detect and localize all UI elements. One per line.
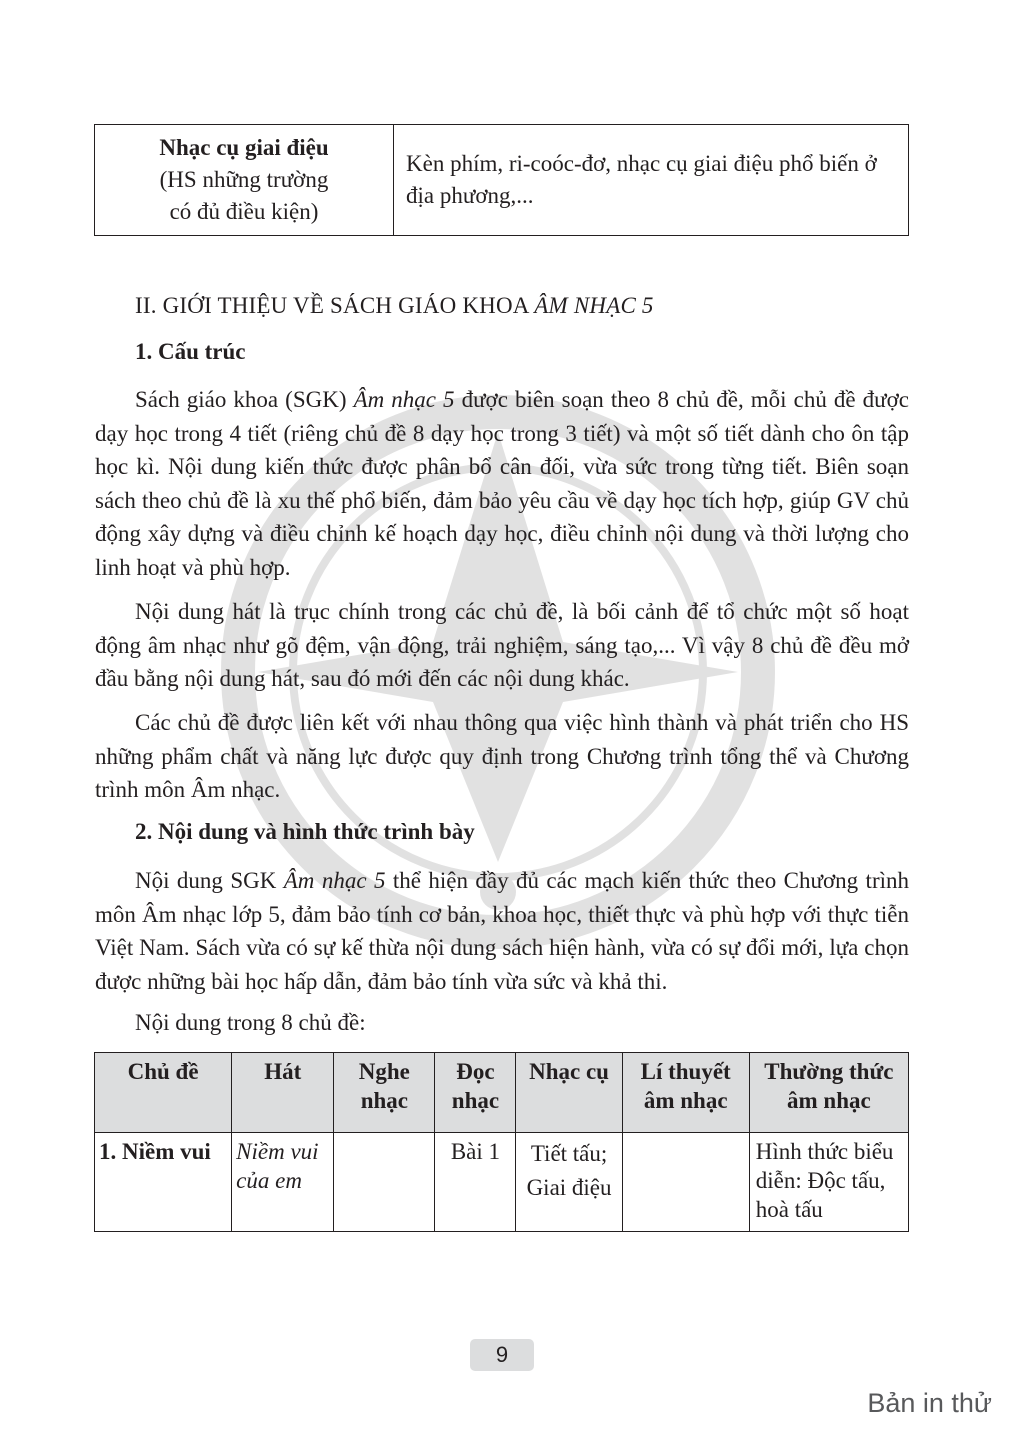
draft-label: Bản in thử [867,1388,992,1418]
cell-reading: Bài 1 [435,1133,516,1232]
instrument-type-note-2: có đủ điều kiện) [169,199,319,224]
table-row [95,1133,909,1232]
instrument-type-cell [95,125,394,236]
page-number: 9 [470,1339,534,1371]
cell-song: Niềm vui của em [232,1133,334,1232]
topics-table [94,1052,909,1232]
content-p1-book: Âm nhạc 5 [283,868,386,893]
table-intro: Nội dung trong 8 chủ đề: [135,1010,366,1035]
header-knowledge: Thường thức âm nhạc [749,1053,908,1133]
instrument-examples-cell: Kèn phím, ri-coóc-đơ, nhạc cụ giai điệu phổ biến ở địa phương,... [394,125,909,236]
section-title-prefix: II. GIỚI THIỆU VỀ SÁCH GIÁO KHOA [135,293,535,318]
structure-paragraph-2: Nội dung hát là trục chính trong các chủ đề, là bối cảnh để tổ chức một số hoạt động âm nhạc như gõ đệm, vận động, trải nghiệm, sáng tạo,... Vì vậy 8 chủ đề đều mở đầu bằng nội dung hát, sau đó mới đến các nội dung khác. [95,599,909,691]
instrument-type-title: Nhạc cụ giai điệu [159,135,329,160]
structure-heading: 1. Cấu trúc [135,339,246,364]
cell-listening [334,1133,435,1232]
cell-instrument: Tiết tấu; Giai điệu [516,1133,622,1232]
section-title [135,293,654,319]
cell-topic: 1. Niềm vui [95,1133,232,1232]
section-title-book: ÂM NHẠC 5 [534,293,654,318]
structure-p1-book: Âm nhạc 5 [353,387,455,412]
instrument-table [94,124,909,236]
instrument-type-note-1: (HS những trường [159,167,329,192]
content-heading: 2. Nội dung và hình thức trình bày [135,819,475,844]
table-header-row [95,1053,909,1133]
header-theory: Lí thuyết âm nhạc [622,1053,749,1133]
structure-p1-after: được biên soạn theo 8 chủ đề, mỗi chủ đề được dạy học trong 4 tiết (riêng chủ đề 8 dạy học trong 3 tiết) và một số tiết dành cho ôn tập học kì. Nội dung kiến thức được phân bổ cân đối, vừa sức trong từng tiết. Biên soạn sách theo chủ đề là xu thế phổ biến, đảm bảo yêu cầu về dạy học tích hợp, giúp GV chủ động xây dựng và điều chỉnh kế hoạch dạy học, điều chỉnh nội dung và thời lượng cho linh hoạt và phù hợp. [95,387,909,580]
cell-theory [622,1133,749,1232]
structure-p1-before: Sách giáo khoa (SGK) [135,387,354,412]
header-reading: Đọc nhạc [435,1053,516,1133]
content-paragraph-1 [95,864,909,998]
header-listening: Nghe nhạc [334,1053,435,1133]
header-singing: Hát [232,1053,334,1133]
header-instrument: Nhạc cụ [516,1053,622,1133]
content-p1-before: Nội dung SGK [135,868,284,893]
cell-knowledge: Hình thức biểu diễn: Độc tấu, hoà tấu [749,1133,908,1232]
header-topic: Chủ đề [95,1053,232,1133]
structure-paragraph-3: Các chủ đề được liên kết với nhau thông qua việc hình thành và phát triển cho HS những phẩm chất và năng lực được quy định trong Chương trình tổng thể và Chương trình môn Âm nhạc. [95,710,909,802]
structure-paragraph-1 [95,383,909,584]
content-p1-after: thể hiện đầy đủ các mạch kiến thức theo Chương trình môn Âm nhạc lớp 5, đảm bảo tính cơ bản, khoa học, thiết thực và phù hợp với thực tiễn Việt Nam. Sách vừa có sự kế thừa nội dung sách hiện hành, vừa có sự đổi mới, lựa chọn được những bài học hấp dẫn, đảm bảo tính vừa sức và khả thi. [95,868,909,994]
